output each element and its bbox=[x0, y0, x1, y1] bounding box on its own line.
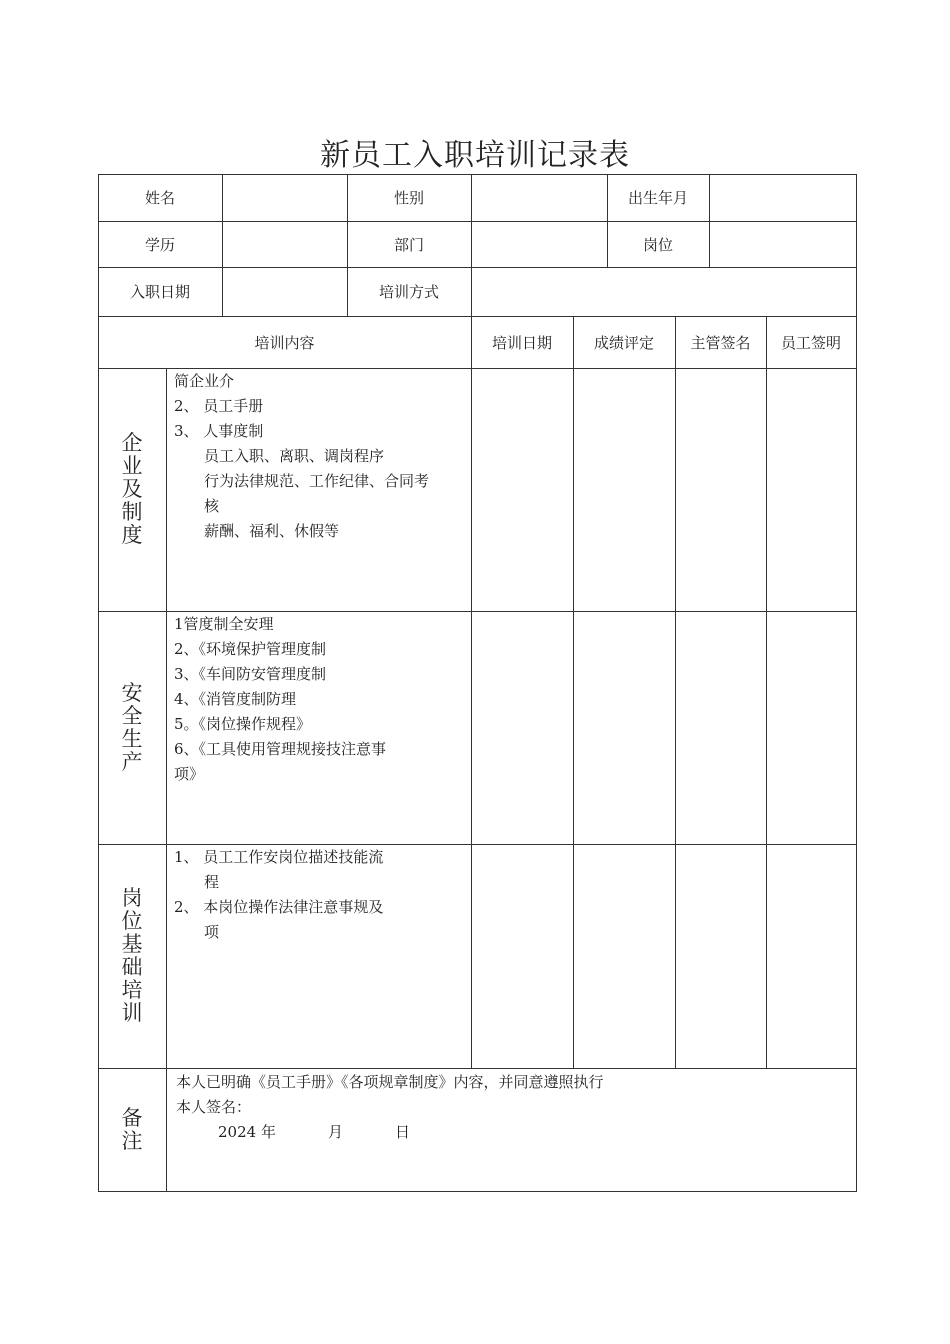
label-education: 学历 bbox=[144, 235, 175, 254]
col-divider bbox=[222, 174, 223, 317]
table-border-bottom bbox=[98, 1191, 857, 1192]
label-name: 姓名 bbox=[144, 189, 175, 207]
label-birth: 出生年月 bbox=[627, 189, 688, 207]
section-content-company: 简企业介 2、 员工手册 3、 人事度制 员工入职、离职、调岗程序 行为法律规范、工作纪律、合同考 核 薪酬、福利、休假等 bbox=[174, 372, 430, 540]
section-label-safety: 安 全 生 产 bbox=[121, 680, 143, 774]
section-label-remark: 备 注 bbox=[121, 1105, 143, 1153]
col-divider bbox=[471, 174, 472, 268]
label-position: 岗位 bbox=[642, 235, 673, 254]
col-training-date: 培训日期 bbox=[491, 333, 552, 352]
label-training-method: 培训方式 bbox=[378, 283, 439, 301]
label-entry-date: 入职日期 bbox=[129, 283, 190, 301]
remark-content bbox=[176, 1070, 846, 1145]
remark-statement: 本人已明确《员工手册》《各项规章制度》内容，并同意遵照执行 bbox=[176, 1073, 604, 1091]
label-gender: 性别 bbox=[393, 189, 424, 207]
row-divider bbox=[98, 1068, 857, 1069]
col-divider bbox=[471, 267, 472, 1069]
col-divider bbox=[675, 316, 676, 1069]
remark-day: 日 bbox=[394, 1123, 410, 1141]
col-training-content: 培训内容 bbox=[254, 333, 315, 352]
table-border-right bbox=[856, 174, 857, 1192]
section-label-post: 岗 位 基 础 培 训 bbox=[121, 886, 143, 1025]
col-score: 成绩评定 bbox=[593, 333, 654, 352]
page-title: 新员工入职培训记录表 bbox=[320, 138, 630, 173]
col-employee-sign: 员工签明 bbox=[780, 333, 841, 352]
col-divider bbox=[166, 368, 167, 1192]
remark-date bbox=[176, 1120, 846, 1145]
remark-month: 月 bbox=[327, 1123, 343, 1141]
col-divider bbox=[573, 316, 574, 1069]
section-content-safety: 1管度制全安理 2、《环境保护管理度制 3、《车间防安管理度制 4、《消管度制防理 5。《岗位操作规程》 6、《工具使用管理规接技注意事 项》 bbox=[174, 615, 387, 783]
col-supervisor-sign: 主管签名 bbox=[690, 333, 751, 352]
label-department: 部门 bbox=[393, 235, 424, 254]
col-divider bbox=[709, 174, 710, 268]
remark-year: 2024 年 bbox=[218, 1123, 276, 1141]
col-divider bbox=[766, 316, 767, 1069]
section-content-post: 1、 员工工作安岗位描述技能流 程 2、 本岗位操作法律注意事规及 项 bbox=[174, 848, 384, 941]
section-label-company: 企 业 及 制 度 bbox=[121, 431, 143, 547]
remark-sign-label: 本人签名： bbox=[176, 1098, 252, 1116]
